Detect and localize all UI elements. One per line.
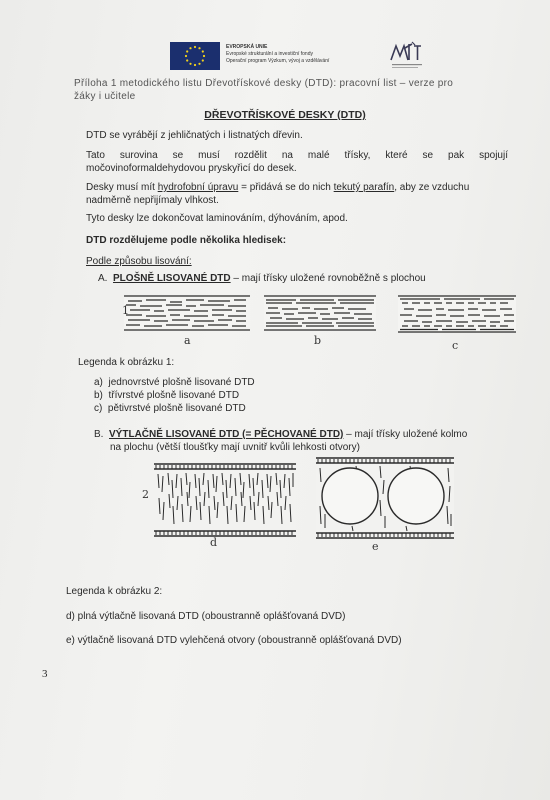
legend-item	[94, 376, 255, 389]
section-marker: B.	[94, 429, 104, 440]
division-heading: DTD rozdělujeme podle několika hledisek:	[86, 235, 287, 246]
legend-text: pětivrstvé plošně lisované DTD	[107, 403, 246, 414]
section-b-line: na plochu (větší tloušťky mají uvnitř kvůli lehkosti otvory)	[110, 442, 360, 453]
text-span: Desky musí mít	[86, 182, 158, 193]
figure-number: 2	[142, 488, 149, 501]
section-a-title: PLOŠNĚ LISOVANÉ DTD	[113, 273, 231, 284]
page-title: DŘEVOTŘÍSKOVÉ DESKY (DTD)	[204, 109, 366, 121]
legend-2-item: d) plná výtlačně lisovaná DTD (oboustranně oplášťovaná DVD)	[66, 611, 346, 622]
figure-1	[116, 292, 526, 356]
paragraph-finishing: Tyto desky lze dokončovat laminováním, dýhováním, apod.	[86, 213, 348, 224]
legend-marker: a)	[94, 377, 103, 388]
eu-line: Evropské strukturální a investiční fondy	[226, 51, 313, 57]
hydrophobic-term: hydrofobní úpravu	[157, 182, 239, 193]
figure-label: a	[184, 334, 191, 347]
paraffin-term: tekutý parafín	[333, 182, 395, 193]
figure-label: e	[372, 540, 379, 553]
ministry-logo	[388, 40, 426, 72]
legend-1-list	[94, 376, 255, 415]
section-b-heading	[94, 428, 524, 454]
legend-marker: b)	[94, 390, 103, 401]
board-e	[316, 458, 454, 538]
legend-2-item: e) výtlačně lisovaná DTD vylehčená otvory (oboustranně oplášťovaná DVD)	[66, 635, 402, 646]
eu-line: Operační program Výzkum, vývoj a vzdělávání	[226, 58, 330, 64]
section-b-desc: – mají třísky uložené kolmo	[343, 429, 468, 440]
legend-text: třívrstvé plošně lisované DTD	[108, 390, 240, 401]
figure-label: d	[210, 536, 218, 549]
section-b-title: VÝTLAČNĚ LISOVANÉ DTD (= PĚCHOVANÉ DTD)	[109, 429, 344, 440]
section-marker: A.	[98, 273, 108, 284]
board-d	[154, 464, 296, 536]
eu-line: EVROPSKÁ UNIE	[226, 44, 268, 50]
section-a-desc: – mají třísky uložené rovnoběžně s plochou	[230, 273, 426, 284]
page-number: 3	[42, 668, 48, 680]
figure-label: c	[452, 339, 459, 352]
text-span: , aby ze vzduchu	[394, 182, 470, 193]
section-a-heading	[98, 272, 426, 285]
paragraph-raw-material: DTD se vyrábějí z jehličnatých i listnatých dřevin.	[86, 130, 303, 141]
board-b	[264, 296, 376, 330]
paragraph-line: nadměrně nepřijímaly vlhkost.	[86, 195, 219, 206]
legend-item	[94, 402, 255, 415]
eu-flag-logo	[170, 42, 220, 70]
legend-2-title: Legenda k obrázku 2:	[66, 586, 163, 597]
legend-item	[94, 389, 255, 402]
paragraph-chips	[86, 149, 508, 175]
attachment-line: žáky i učitele	[74, 91, 136, 102]
legend-marker: c)	[94, 403, 103, 414]
figure-2	[134, 456, 464, 556]
paragraph-hydrophobic	[86, 181, 516, 207]
attachment-note	[74, 77, 504, 103]
legend-text: jednovrstvé plošně lisované DTD	[108, 377, 255, 388]
paragraph-line: Tato surovina se musí rozdělit na malé třísky, které se pak spojují	[86, 150, 508, 161]
pressing-heading: Podle způsobu lisování:	[86, 256, 192, 267]
figure-label: b	[314, 334, 322, 347]
legend-1-title: Legenda k obrázku 1:	[78, 357, 175, 368]
figure-number: 1	[122, 304, 129, 317]
paragraph-line: močovinoformaldehydovou pryskyřicí do desek.	[86, 163, 297, 174]
text-span: = přidává se do nich	[238, 182, 334, 193]
eu-program-text	[226, 44, 329, 65]
header-logos	[170, 42, 430, 70]
attachment-line: Příloha 1 metodického listu Dřevotřískové desky (DTD): pracovní list – verze pro	[74, 78, 454, 89]
